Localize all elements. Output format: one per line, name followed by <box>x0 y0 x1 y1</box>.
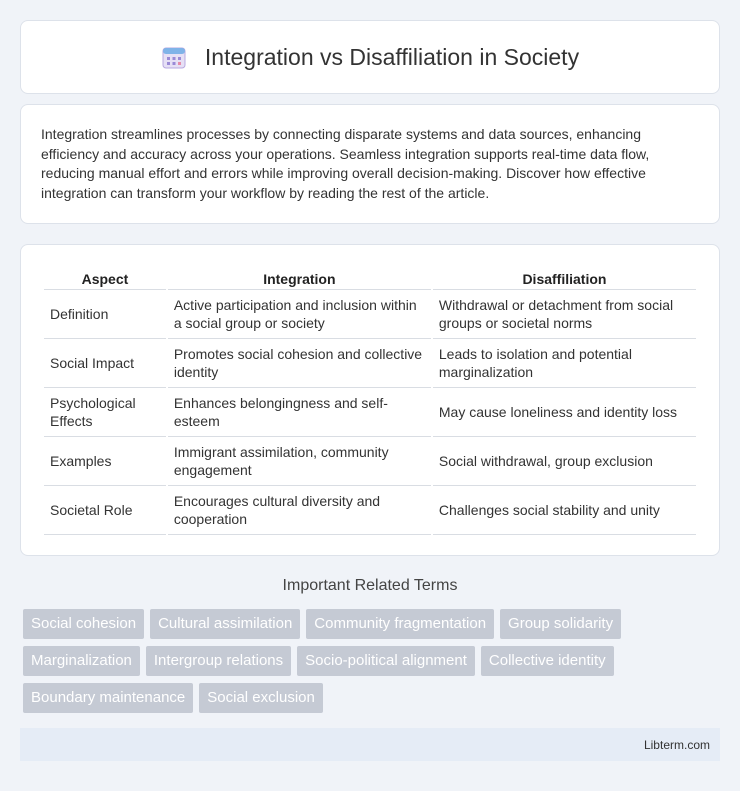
cell-disaffiliation: Social withdrawal, group exclusion <box>433 436 696 485</box>
cell-integration: Immigrant assimilation, community engagement <box>168 436 431 485</box>
tag-marginalization[interactable]: Marginalization <box>23 646 140 676</box>
footer-site-link[interactable]: Libterm.com <box>643 737 710 752</box>
tag-boundary-maintenance[interactable]: Boundary maintenance <box>23 683 193 713</box>
title-wrap <box>161 44 579 71</box>
cell-integration: Promotes social cohesion and collective identity <box>168 338 431 387</box>
tag-collective-identity[interactable]: Collective identity <box>481 646 614 676</box>
cell-disaffiliation: Challenges social stability and unity <box>433 485 696 535</box>
tag-socio-political-alignment[interactable]: Socio-political alignment <box>297 646 475 676</box>
cell-aspect: Psychological Effects <box>44 387 166 436</box>
table-row <box>44 387 696 436</box>
header-disaffiliation: Disaffiliation <box>522 271 607 287</box>
cell-aspect: Examples <box>44 436 166 485</box>
tag-social-exclusion[interactable]: Social exclusion <box>199 683 323 713</box>
table-row <box>44 338 696 387</box>
table-row <box>44 289 696 338</box>
cell-disaffiliation: Leads to isolation and potential marginalization <box>433 338 696 387</box>
cell-disaffiliation: Withdrawal or detachment from social groups or societal norms <box>433 289 696 338</box>
cell-integration: Active participation and inclusion within a social group or society <box>168 289 431 338</box>
related-terms-title: Important Related Terms <box>282 577 458 594</box>
tag-social-cohesion[interactable]: Social cohesion <box>23 609 144 639</box>
footer <box>20 728 720 761</box>
cell-aspect: Definition <box>44 289 166 338</box>
cell-integration: Enhances belongingness and self-esteem <box>168 387 431 436</box>
cell-integration: Encourages cultural diversity and cooperation <box>168 485 431 535</box>
header-integration: Integration <box>263 271 336 287</box>
table-row <box>44 485 696 535</box>
header-aspect: Aspect <box>81 271 129 287</box>
calendar-icon <box>161 44 187 70</box>
table-row <box>44 436 696 485</box>
comparison-table <box>42 263 698 535</box>
cell-disaffiliation: May cause loneliness and identity loss <box>433 387 696 436</box>
intro-text: Integration streamlines processes by connecting disparate systems and data sources, enhancing efficiency and accuracy across your operations. Seamless integration supports real-time data flow, reducing manual effort and errors while improving overall decision-making. Discover how effective integration can transform your workflow by reading the rest of the article. <box>41 126 650 201</box>
tag-cultural-assimilation[interactable]: Cultural assimilation <box>150 609 300 639</box>
header-card <box>20 20 720 94</box>
tag-community-fragmentation[interactable]: Community fragmentation <box>306 609 494 639</box>
table-card <box>20 244 720 556</box>
tag-group-solidarity[interactable]: Group solidarity <box>500 609 621 639</box>
cell-aspect: Societal Role <box>44 485 166 535</box>
tag-intergroup-relations[interactable]: Intergroup relations <box>146 646 291 676</box>
related-terms-list <box>23 609 723 713</box>
intro-card <box>20 104 720 224</box>
table-header-row <box>44 263 696 289</box>
page-title: Integration vs Disaffiliation in Society <box>204 43 580 70</box>
cell-aspect: Social Impact <box>44 338 166 387</box>
